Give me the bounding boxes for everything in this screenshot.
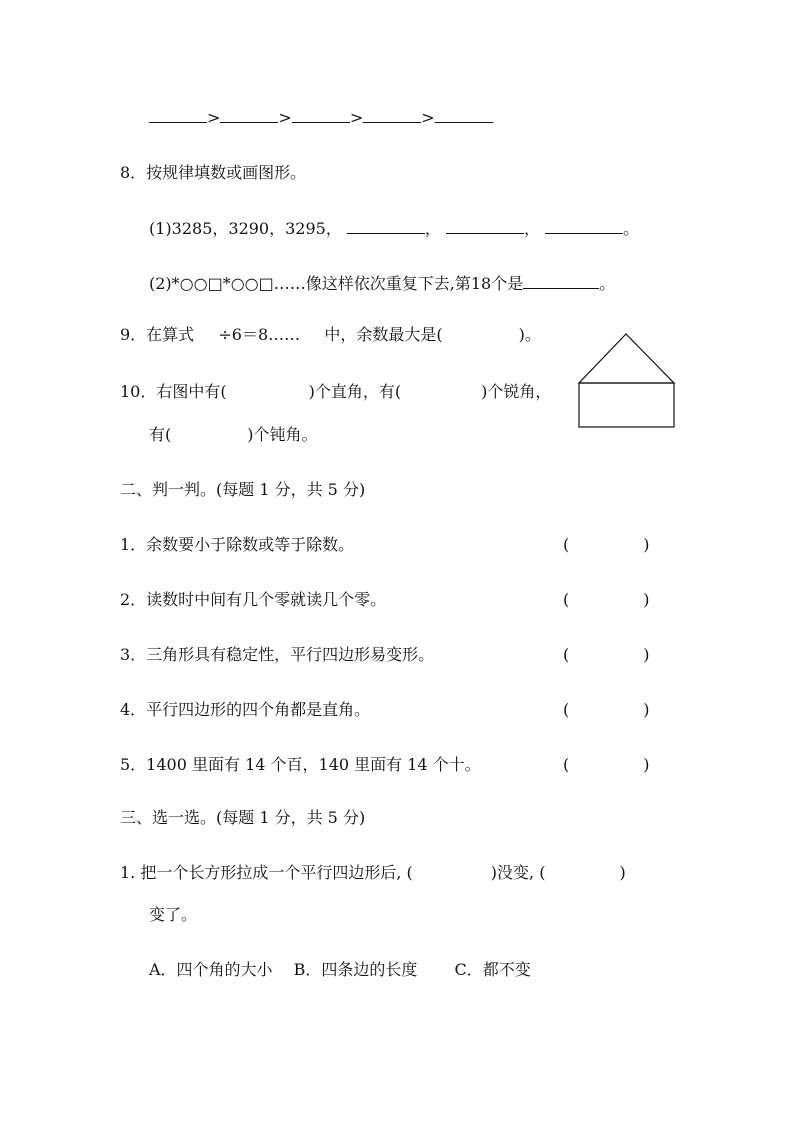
judge-item-text: 2．读数时中间有几个零就读几个零。	[120, 590, 387, 609]
q8-part1	[149, 219, 639, 239]
q8-part1-sequence: (1)3285，3290，3295，	[149, 219, 342, 238]
greater-than-sign: >	[207, 108, 221, 127]
close-paren: )	[643, 755, 650, 774]
q8-part2-pattern: (2)*○○□*○○□……像这样依次重复下去,第18个是	[149, 274, 524, 293]
section2-heading: 二、判一判。(每题 1 分，共 5 分)	[120, 480, 366, 499]
open-paren: (	[563, 590, 570, 609]
q8-part2-blank[interactable]	[523, 274, 599, 289]
judge-answer-2[interactable]	[563, 590, 650, 610]
q10-text-b: )个直角，有(	[308, 382, 402, 401]
judge-item-4	[120, 700, 370, 720]
judge-item-1	[120, 535, 354, 555]
option-c[interactable]: C．都不变	[454, 960, 531, 979]
compare-blank-1[interactable]	[149, 108, 207, 123]
q8-title: 8．按规律填数或画图形。	[120, 163, 307, 182]
figure-rectangle	[579, 383, 674, 427]
open-paren: (	[563, 535, 570, 554]
open-paren: (	[563, 700, 570, 719]
choice-q1-text-a: 1. 把一个长方形拉成一个平行四边形后, (	[120, 863, 413, 882]
compare-blanks-line	[149, 108, 493, 128]
judge-answer-1[interactable]	[563, 535, 650, 555]
close-paren: )	[643, 590, 650, 609]
greater-than-sign: >	[278, 108, 292, 127]
q9-label: 9．在算式	[120, 325, 195, 344]
q9-suffix: 中，余数最大是(	[324, 325, 443, 344]
period: 。	[599, 274, 616, 293]
q8-part1-blank-3[interactable]	[545, 219, 623, 234]
choice-q1-line1	[120, 863, 626, 883]
choice-q1-options	[149, 960, 531, 980]
judge-item-5	[120, 755, 481, 775]
q8-part1-blank-1[interactable]	[347, 219, 425, 234]
house-shape-figure	[576, 331, 680, 431]
comma: ，	[424, 219, 441, 238]
q10-text-e: )个钝角。	[247, 425, 318, 444]
judge-item-text: 3．三角形具有稳定性，平行四边形易变形。	[120, 645, 435, 664]
close-paren: )	[643, 535, 650, 554]
judge-item-text: 4．平行四边形的四个角都是直角。	[120, 700, 371, 719]
option-b[interactable]: B．四条边的长度	[293, 960, 418, 979]
option-a[interactable]: A．四个角的大小	[149, 960, 273, 979]
judge-answer-5[interactable]	[563, 755, 650, 775]
comma: ，	[524, 219, 541, 238]
judge-item-3	[120, 645, 434, 665]
greater-than-sign: >	[349, 108, 364, 127]
q8-part1-blank-2[interactable]	[446, 219, 524, 234]
q10-line2	[149, 425, 318, 445]
q10-text-c: )个锐角，	[481, 382, 552, 401]
q8-part2	[149, 274, 615, 294]
compare-blank-2[interactable]	[220, 108, 278, 123]
judge-item-2	[120, 590, 386, 610]
judge-item-text: 5．1400 里面有 14 个百，140 里面有 14 个十。	[120, 755, 481, 774]
judge-item-text: 1．余数要小于除数或等于除数。	[120, 535, 355, 554]
close-paren: )	[643, 700, 650, 719]
compare-blank-5[interactable]	[435, 108, 493, 123]
greater-than-sign: >	[421, 108, 435, 127]
compare-blank-3[interactable]	[292, 108, 350, 123]
q10-text-a: 10．右图中有(	[120, 382, 227, 401]
choice-q1-line2: 变了。	[149, 905, 198, 924]
compare-blank-4[interactable]	[363, 108, 421, 123]
judge-answer-4[interactable]	[563, 700, 650, 720]
q10-line1	[120, 382, 551, 402]
q9-equation: ÷6＝8……	[218, 325, 301, 344]
figure-triangle	[579, 334, 674, 383]
open-paren: (	[563, 645, 570, 664]
section3-heading: 三、选一选。(每题 1 分，共 5 分)	[120, 808, 366, 827]
close-paren: )	[643, 645, 650, 664]
open-paren: (	[563, 755, 570, 774]
q9-close: )。	[518, 325, 541, 344]
choice-q1-text-c: )	[619, 863, 626, 882]
q9	[120, 325, 541, 345]
period: 。	[623, 219, 640, 238]
q10-text-d: 有(	[149, 425, 172, 444]
choice-q1-text-b: )没变, (	[490, 863, 546, 882]
judge-answer-3[interactable]	[563, 645, 650, 665]
